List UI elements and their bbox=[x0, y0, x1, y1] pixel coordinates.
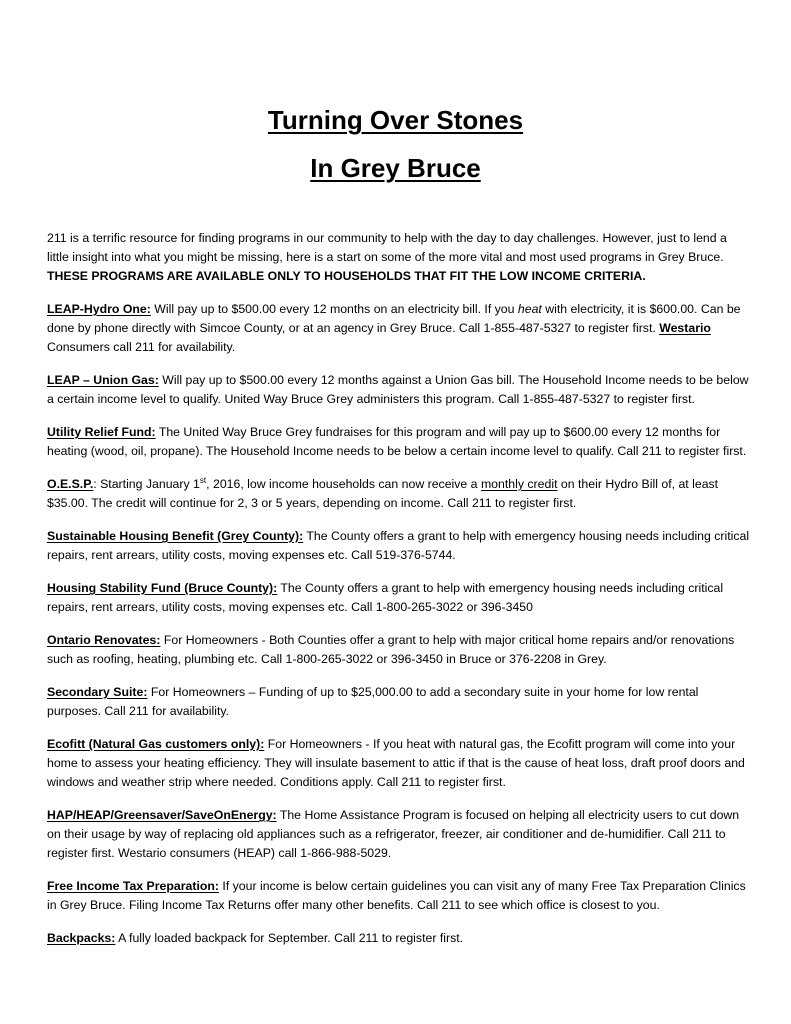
program-tax-prep bbox=[47, 877, 750, 915]
program-text: For Homeowners - If you heat with natural gas, the Ecofitt program will come into your home to assess your heating efficiency. They will insulate basement to attic if that is the cause of heat loss, draft proof doors and windows and weather strip where needed. Conditions apply. Call 211 to register first. bbox=[47, 737, 745, 789]
program-housing-grey bbox=[47, 527, 750, 565]
program-text: Will pay up to $500.00 every 12 months against a Union Gas bill. The Household Income needs to be below a certain income level to qualify. United Way Bruce Grey administers this program. Call 1-855-487-5327 to register first. bbox=[47, 373, 749, 406]
program-heading: HAP/HEAP/Greensaver/SaveOnEnergy: bbox=[47, 808, 277, 822]
program-heading: LEAP-Hydro One: bbox=[47, 302, 151, 316]
program-text: Will pay up to $500.00 every 12 months on an electricity bill. If you bbox=[150, 302, 518, 316]
program-text: : Starting January 1 bbox=[93, 477, 200, 491]
document-subtitle: In Grey Bruce bbox=[310, 153, 481, 183]
program-ecofitt bbox=[47, 735, 750, 792]
program-heading: Secondary Suite: bbox=[47, 685, 148, 699]
program-text: For Homeowners – Funding of up to $25,000.00 to add a secondary suite in your home for low rental purposes. Call 211 for availability. bbox=[47, 685, 699, 718]
program-leap-hydro bbox=[47, 300, 750, 357]
program-text: The County offers a grant to help with emergency housing needs including critical repairs, rent arrears, utility costs, moving expenses etc. Call 519-376-5744. bbox=[47, 529, 750, 562]
program-heading: Ontario Renovates: bbox=[47, 633, 161, 647]
program-utility-relief bbox=[47, 423, 750, 461]
program-text: Consumers call 211 for availability. bbox=[47, 340, 236, 354]
program-text: For Homeowners - Both Counties offer a grant to help with major critical home repairs and/or renovations such as roofing, heating, plumbing etc. Call 1-800-265-3022 or 396-3450 in Bruce or 376-2208 in Grey. bbox=[47, 633, 735, 666]
program-hap bbox=[47, 806, 750, 863]
program-text: The County offers a grant to help with emergency housing needs including critical repairs, rent arrears, utility costs, moving expenses etc. Call 1-800-265-3022 or 396-3450 bbox=[47, 581, 724, 614]
intro-emphasis: THESE PROGRAMS ARE AVAILABLE ONLY TO HOUSEHOLDS THAT FIT THE LOW INCOME CRITERIA. bbox=[47, 269, 646, 283]
program-italic-text: heat bbox=[517, 302, 542, 316]
program-underlined-text: monthly credit bbox=[480, 477, 558, 491]
program-heading: Free Income Tax Preparation: bbox=[47, 879, 219, 893]
program-heading: Ecofitt (Natural Gas customers only): bbox=[47, 737, 265, 751]
program-oesp bbox=[47, 475, 750, 513]
program-housing-bruce bbox=[47, 579, 750, 617]
document-title: Turning Over Stones bbox=[267, 105, 524, 135]
intro-paragraph bbox=[47, 229, 750, 286]
program-heading: Utility Relief Fund: bbox=[47, 425, 156, 439]
program-heading: Backpacks: bbox=[47, 931, 116, 945]
program-subheading: Westario bbox=[659, 321, 711, 335]
program-ontario-renovates bbox=[47, 631, 750, 669]
program-text: on their Hydro Bill of, at least $35.00. The credit will continue for 2, 3 or 5 years, depending on income. Call 211 to register first. bbox=[47, 477, 719, 510]
program-leap-union bbox=[47, 371, 750, 409]
program-heading: Sustainable Housing Benefit (Grey County): bbox=[47, 529, 304, 543]
program-secondary-suite bbox=[47, 683, 750, 721]
program-text: If your income is below certain guidelines you can visit any of many Free Tax Preparation Clinics in Grey Bruce. Filing Income Tax Returns offer many other benefits. Call 211 to see which office is closest to you. bbox=[47, 879, 746, 912]
program-heading: Housing Stability Fund (Bruce County): bbox=[47, 581, 278, 595]
document-body bbox=[47, 229, 750, 962]
program-superscript: st bbox=[199, 475, 207, 485]
program-backpacks bbox=[47, 929, 750, 948]
program-heading: LEAP – Union Gas: bbox=[47, 373, 159, 387]
program-text: The Home Assistance Program is focused on helping all electricity users to cut down on their usage by way of replacing old appliances such as a refrigerator, freezer, air conditioner and de-humidifier. Call 211 to register first. Westario consumers (HEAP) call 1-866-988-5029. bbox=[47, 808, 740, 860]
program-text: with electricity, it is $600.00. Can be done by phone directly with Simcoe County, or at an agency in Grey Bruce. Call 1-855-487-5327 to register first. bbox=[47, 302, 741, 335]
program-text: A fully loaded backpack for September. Call 211 to register first. bbox=[115, 931, 464, 945]
intro-text: 211 is a terrific resource for finding programs in our community to help with the day to day challenges. However, just to lend a little insight into what you might be missing, here is a start on some of the more vital and most used programs in Grey Bruce. bbox=[47, 231, 727, 264]
program-text: , 2016, low income households can now receive a bbox=[206, 477, 481, 491]
program-text: The United Way Bruce Grey fundraises for this program and will pay up to $600.00 every 12 months for heating (wood, oil, propane). The Household Income needs to be below a certain income level to qualify. Call 211 to register first. bbox=[47, 425, 747, 458]
program-heading: O.E.S.P. bbox=[47, 477, 94, 491]
